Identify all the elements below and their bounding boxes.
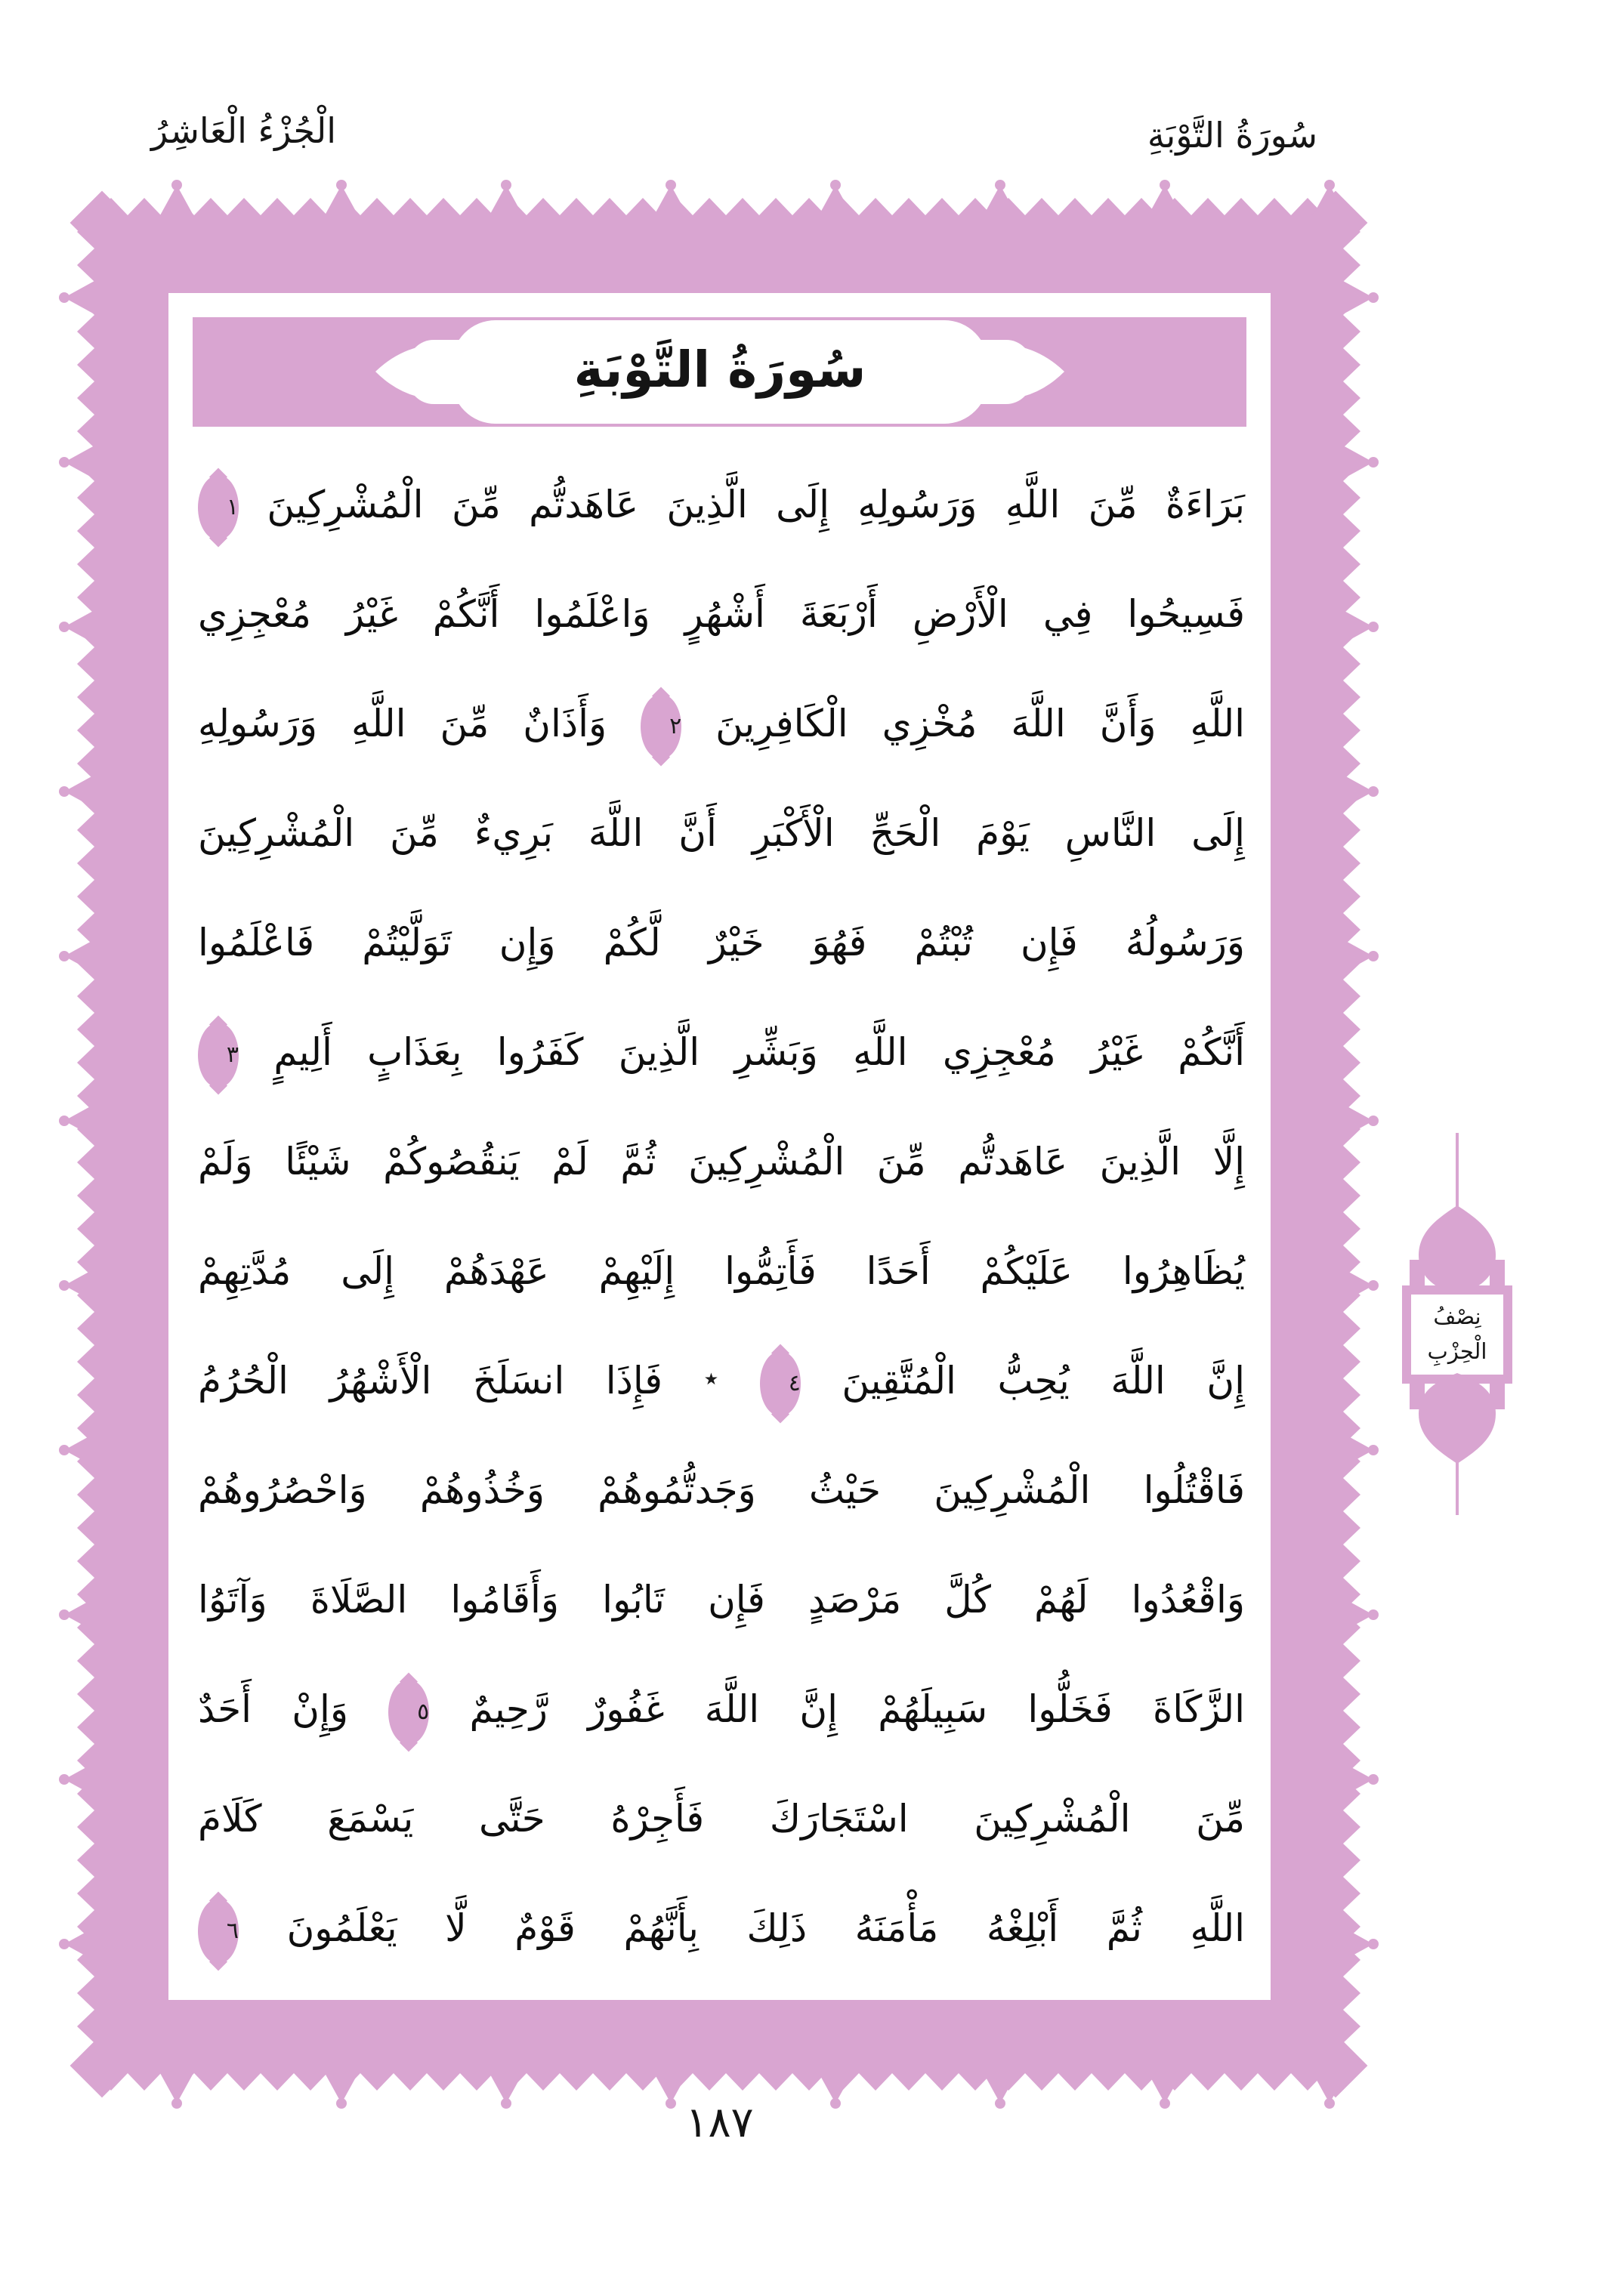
quran-line <box>198 1545 1245 1655</box>
ayah-text: إِلَى النَّاسِ يَوْمَ الْحَجِّ الْأَكْبَرِ أَنَّ اللَّهَ بَرِيءٌ مِّنَ الْمُشْرِكِينَ <box>198 811 1245 855</box>
ayah-text: وَاقْعُدُوا لَهُمْ كُلَّ مَرْصَدٍ فَإِن تَابُوا وَأَقَامُوا الصَّلَاةَ وَآتَوُا <box>198 1578 1245 1622</box>
quran-line <box>198 1874 1245 1983</box>
hizb-half-label-line1: نِصْفُ <box>1433 1304 1481 1329</box>
quran-line <box>198 1217 1245 1326</box>
ayah-text: إِلَّا الَّذِينَ عَاهَدتُّم مِّنَ الْمُشْرِكِينَ ثُمَّ لَمْ يَنقُصُوكُمْ شَيْئًا وَلَمْ <box>198 1140 1245 1183</box>
ayah-text: يُظَاهِرُوا عَلَيْكُمْ أَحَدًا فَأَتِمُّوا إِلَيْهِمْ عَهْدَهُمْ إِلَى مُدَّتِهِمْ <box>198 1249 1245 1293</box>
ayah-marker: ٥ <box>388 1680 429 1745</box>
ayah-text: اللَّهِ وَأَنَّ اللَّهَ مُخْزِي الْكَافِرِينَ <box>715 702 1245 745</box>
quran-line <box>198 669 1245 779</box>
ayah-text: بَرَاءَةٌ مِّنَ اللَّهِ وَرَسُولِهِ إِلَى الَّذِينَ عَاهَدتُّم مِّنَ الْمُشْرِكِينَ <box>267 483 1245 526</box>
ayah-text: وَرَسُولُهُ فَإِن تُبْتُمْ فَهُوَ خَيْرٌ لَّكُمْ وَإِن تَوَلَّيْتُمْ فَاعْلَمُوا <box>198 921 1245 964</box>
juz-header: الْجُزْءُ الْعَاشِرُ <box>151 110 337 151</box>
quran-line <box>198 560 1245 669</box>
ayah-marker: ٤ <box>760 1351 801 1416</box>
quran-line <box>198 450 1245 560</box>
quran-line <box>198 1326 1245 1436</box>
ayah-text: الزَّكَاةَ فَخَلُّوا سَبِيلَهُمْ إِنَّ اللَّهَ غَفُورٌ رَّحِيمٌ <box>469 1687 1245 1731</box>
ayah-text: وَإِنْ أَحَدٌ <box>198 1687 349 1731</box>
ayah-text: اللَّهِ ثُمَّ أَبْلِغْهُ مَأْمَنَهُ ذَلِكَ بِأَنَّهُمْ قَوْمٌ لَّا يَعْلَمُونَ <box>286 1906 1245 1950</box>
ayah-text: فَاقْتُلُوا الْمُشْرِكِينَ حَيْثُ وَجَدتُّمُوهُمْ وَخُذُوهُمْ وَاحْصُرُوهُمْ <box>198 1468 1245 1512</box>
quran-line <box>198 1764 1245 1874</box>
ayah-text: مِّنَ الْمُشْرِكِينَ اسْتَجَارَكَ فَأَجِرْهُ حَتَّى يَسْمَعَ كَلَامَ <box>198 1797 1245 1841</box>
ayah-text: وَأَذَانٌ مِّنَ اللَّهِ وَرَسُولِهِ <box>198 702 607 745</box>
rub-el-hizb-icon: ٭ <box>703 1363 719 1394</box>
ayah-marker: ٢ <box>641 694 681 759</box>
quran-line <box>198 1436 1245 1545</box>
ayah-text: فَإِذَا انسَلَخَ الْأَشْهُرُ الْحُرُمُ <box>198 1359 663 1403</box>
quran-line <box>198 998 1245 1107</box>
ayah-text: إِنَّ اللَّهَ يُحِبُّ الْمُتَّقِينَ <box>842 1359 1245 1403</box>
quran-line <box>198 779 1245 888</box>
quran-line <box>198 1655 1245 1764</box>
hizb-half-label-line2: الْحِزْبِ <box>1427 1338 1487 1364</box>
ayah-marker: ١ <box>198 475 239 540</box>
quran-text-block <box>198 450 1245 1983</box>
quran-line <box>198 1107 1245 1217</box>
ayah-text: فَسِيحُوا فِي الْأَرْضِ أَرْبَعَةَ أَشْهُرٍ وَاعْلَمُوا أَنَّكُمْ غَيْرُ مُعْجِزِي <box>198 592 1245 636</box>
ayah-text: أَنَّكُمْ غَيْرُ مُعْجِزِي اللَّهِ وَبَشِّرِ الَّذِينَ كَفَرُوا بِعَذَابٍ أَلِيمٍ <box>273 1030 1245 1074</box>
hizb-half-label <box>1407 1293 1508 1375</box>
quran-line <box>198 888 1245 998</box>
page-number: ١٨٧ <box>685 2098 754 2147</box>
surah-title: سُورَةُ التَّوْبَةِ <box>573 341 866 399</box>
ayah-marker: ٦ <box>198 1899 239 1964</box>
ayah-marker: ٣ <box>198 1023 239 1088</box>
surah-header: سُورَةُ التَّوْبَةِ <box>1147 115 1317 156</box>
